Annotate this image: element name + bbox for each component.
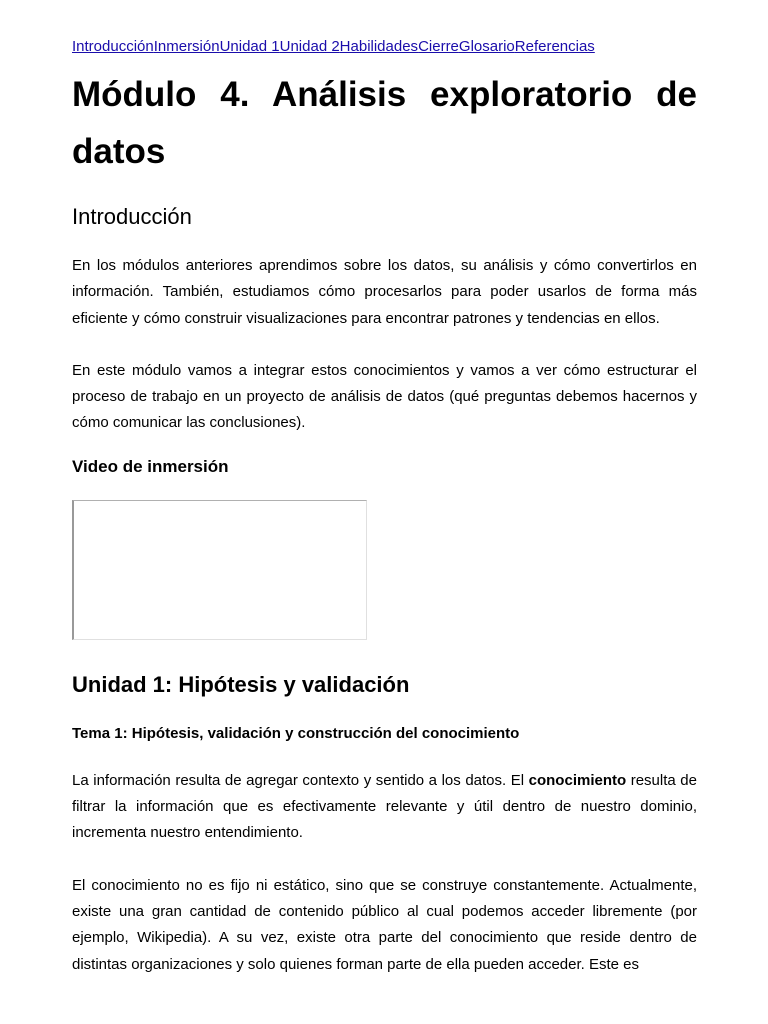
module-title: Módulo 4. Análisis exploratorio de datos [72, 75, 697, 171]
emphasized-term: conocimiento [528, 771, 627, 789]
intro-paragraph-1: En los módulos anteriores aprendimos sobre los datos, su análisis y cómo convertirlos en información. También, estudiamos cómo procesarlos para poder usarlos de forma más eficiente y cómo construir visualizaciones para encontrar patrones y tendencias en ellos. [72, 257, 697, 327]
video-heading: Video de inmersión [72, 456, 229, 476]
nav-link-referencias[interactable]: Referencias [514, 38, 595, 55]
paragraph-text: La información resulta de agregar contexto y sentido a los datos. El [72, 771, 529, 789]
nav-link-habilidades[interactable]: Habilidades [339, 38, 419, 55]
paragraph-text: resulta de filtrar la información que es efectivamente relevante y útil dentro de nuestro dominio, incrementa nuestro entendimiento. [72, 771, 697, 842]
document-content [72, 38, 697, 978]
nav-link-introduccion[interactable]: Introducción [72, 38, 154, 55]
video-player[interactable] [72, 500, 367, 640]
nav-link-inmersion[interactable]: Inmersión [153, 38, 220, 55]
nav-link-unidad-1[interactable]: Unidad 1 [219, 38, 280, 55]
unit-1-paragraph-2: El conocimiento no es fijo ni estático, sino que se construye constantemente. Actualmente, existe una gran cantidad de contenido público al cual podemos acceder libremente (por ejemplo, Wikipedia). A su vez, existe otra parte del conocimiento que reside dentro de distintas organizaciones y solo quienes forman parte de ella pueden acceder. Este es [72, 876, 697, 973]
intro-heading: Introducción [72, 204, 192, 229]
intro-paragraph-2: En este módulo vamos a integrar estos conocimientos y vamos a ver cómo estructurar el proceso de trabajo en un proyecto de análisis de datos (qué preguntas debemos hacernos y cómo comunicar las conclusiones). [72, 361, 697, 432]
unit-1-paragraph-1 [72, 768, 697, 847]
nav-link-cierre[interactable]: Cierre [418, 38, 459, 55]
nav-link-glosario[interactable]: Glosario [458, 38, 515, 55]
topic-1-heading: Tema 1: Hipótesis, validación y construcción del conocimiento [72, 724, 520, 742]
section-nav [72, 38, 697, 56]
nav-link-unidad-2[interactable]: Unidad 2 [279, 38, 340, 55]
unit-1-heading: Unidad 1: Hipótesis y validación [72, 671, 410, 697]
